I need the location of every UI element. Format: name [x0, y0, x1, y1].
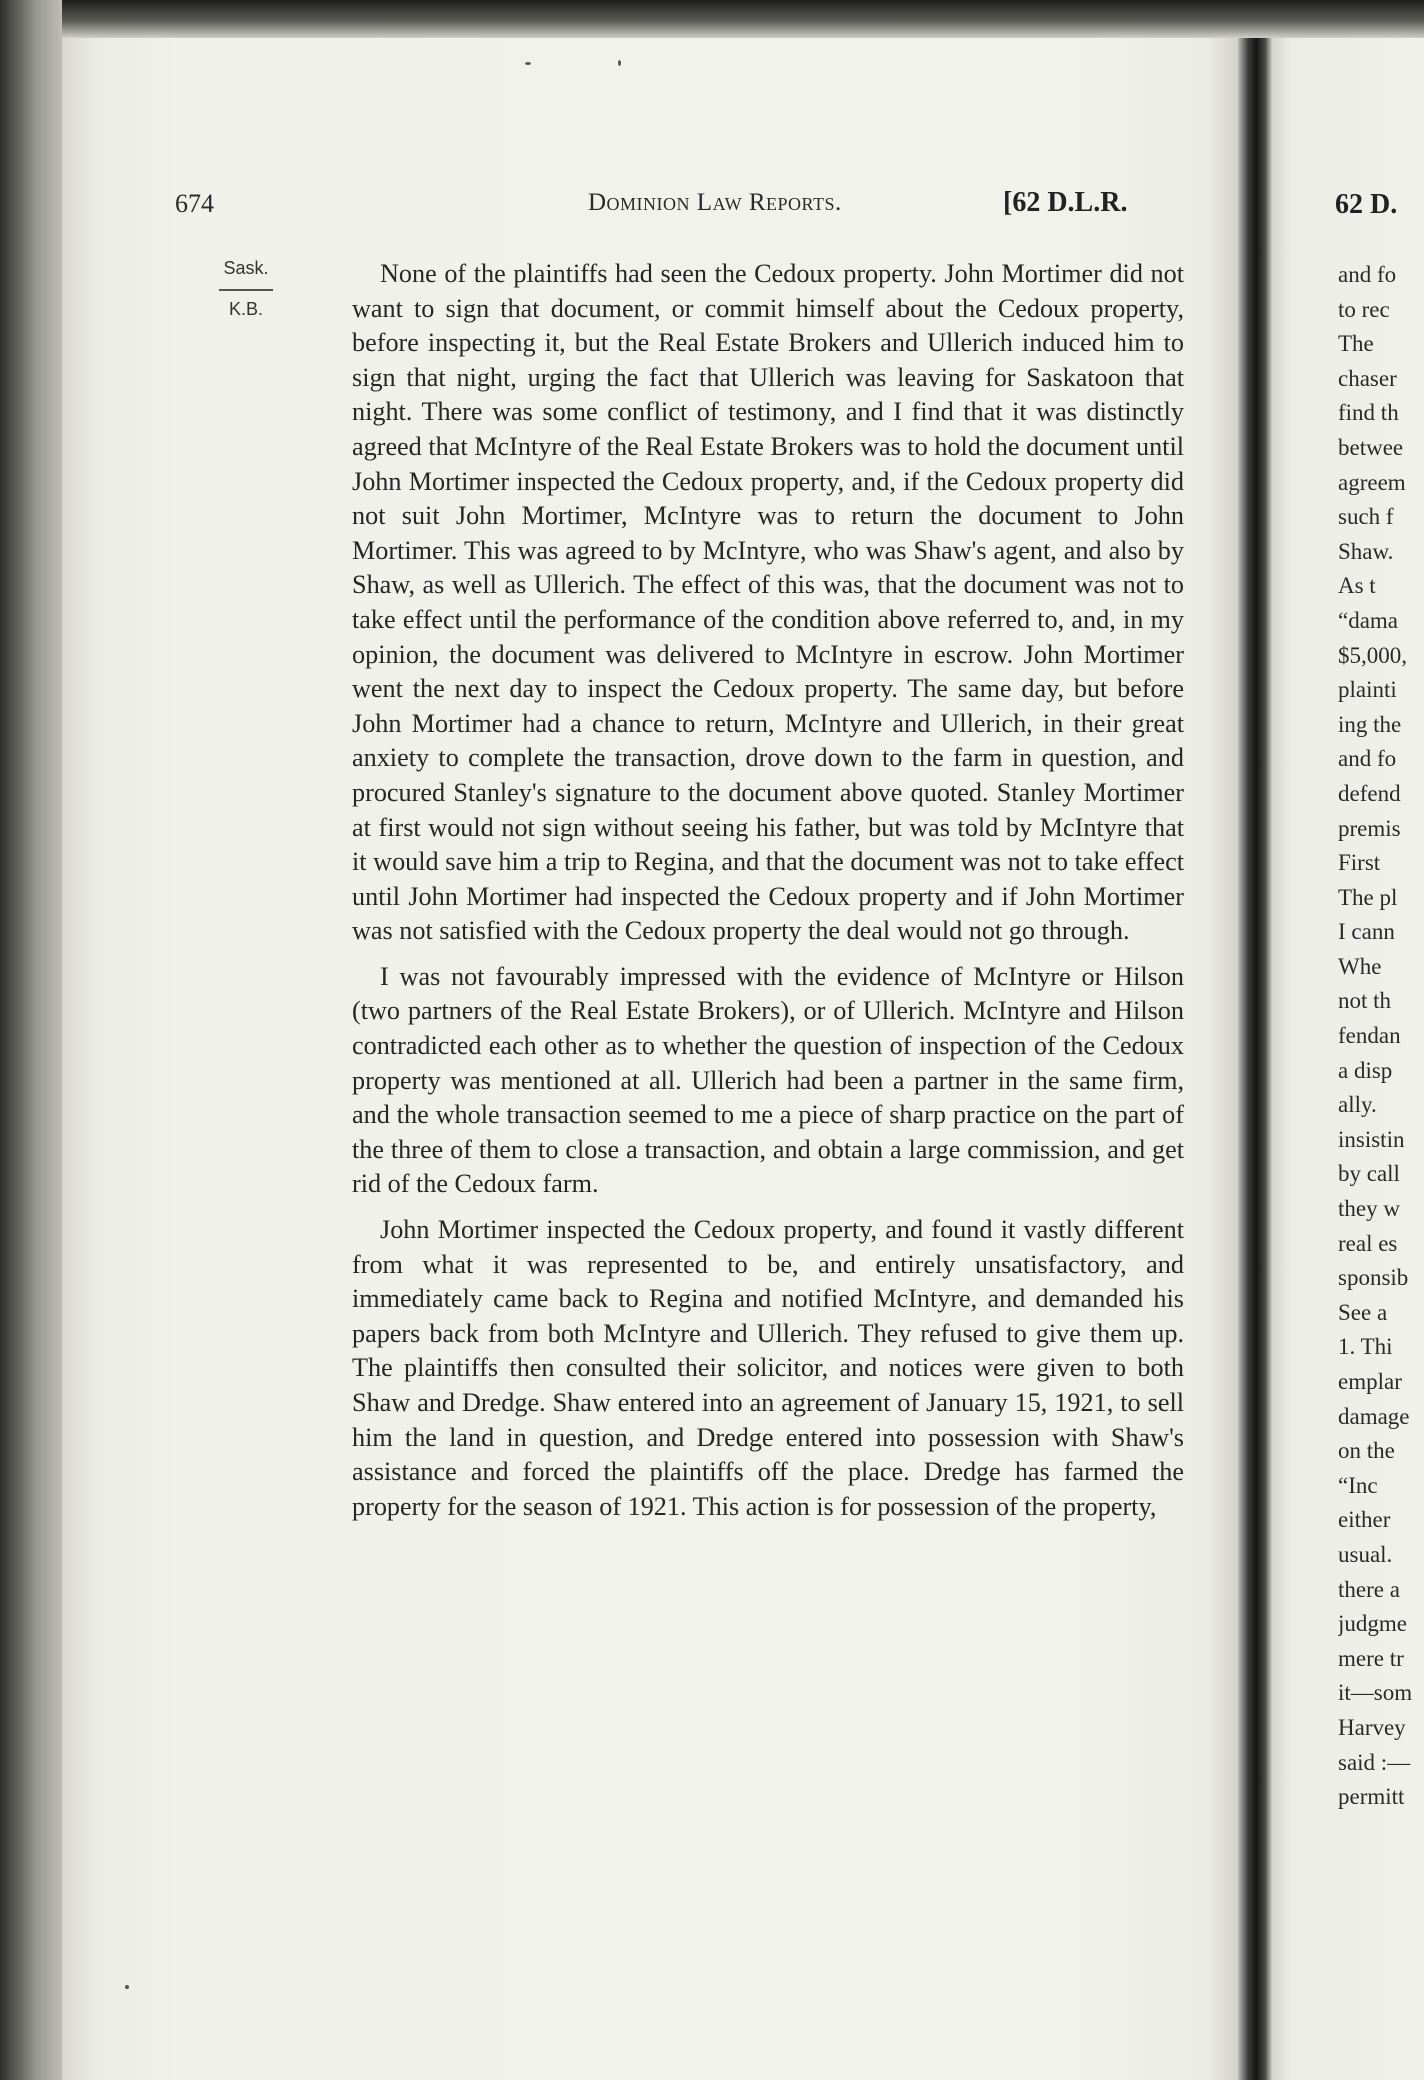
- right-page-line: agreem: [1338, 469, 1406, 495]
- right-page-text: [1338, 258, 1424, 1815]
- right-page-line: premis: [1338, 815, 1401, 841]
- right-page-line: Harvey: [1338, 1714, 1406, 1740]
- paper-speck: [618, 60, 621, 66]
- paragraph: I was not favourably impressed with the evidence of McIntyre or Hilson (two partners of the Real Estate Brokers), or of Ullerich. McIntyre and Hilson contradicted each other as to whether the question of inspection of the Cedoux property was mentioned at all. Ullerich had been a partner in the same firm, and the whole transaction seemed to me a piece of sharp practice on the part of the three of them to close a transaction, and obtain a large commission, and get rid of the Cedoux farm.: [352, 961, 1184, 1199]
- right-page-line: I cann: [1338, 919, 1395, 945]
- right-page-line: betwee: [1338, 434, 1404, 460]
- side-note: [215, 258, 277, 320]
- right-page-line: they w: [1338, 1196, 1400, 1222]
- side-note-province: Sask.: [223, 258, 269, 278]
- paper-speck: [525, 62, 531, 65]
- right-page-line: permitt: [1338, 1784, 1405, 1810]
- paragraph: None of the plaintiffs had seen the Cedoux property. John Mortimer did not want to sign that document, or commit himself about the Cedoux property, before inspecting it, but the Real Estate Brokers and Ullerich induced him to sign that night, urging the fact that Ullerich was leaving for Saskatoon that night. There was some conflict of testimony, and I find that it was distinctly agreed that McIntyre of the Real Estate Brokers was to hold the document until John Mortimer inspected the Cedoux property, and, if the Cedoux property did not suit John Mortimer, McIntyre was to return the document to John Mortimer. This was agreed to by McIntyre, who was Shaw's agent, and also by Shaw, as well as Ullerich. The effect of this was, that the document was not to take effect until the performance of the condition above referred to, and, in my opinion, the document was delivered to McIntyre in escrow. John Mortimer went the next day to inspect the Cedoux property. The same day, but before John Mortimer had a chance to return, McIntyre and Ullerich, in their great anxiety to complete the transaction, drove down to the farm in question, and procured Stanley's signature to the document above quoted. Stanley Mortimer at first would not sign without seeing his father, but was told by McIntyre that it would save him a trip to Regina, and that the document was not to take effect until John Mortimer had inspected the Cedoux property and if John Mortimer was not satisfied with the Cedoux property the deal would not go through.: [352, 259, 1184, 946]
- right-page-line: plainti: [1338, 677, 1397, 703]
- right-page-line: defend: [1338, 780, 1401, 806]
- right-page-line: not th: [1338, 988, 1392, 1014]
- running-head: Dominion Law Reports.: [588, 189, 842, 216]
- right-page-line: See a: [1338, 1299, 1388, 1325]
- side-note-court: K.B.: [228, 299, 263, 319]
- right-page-line: The pl: [1338, 884, 1398, 910]
- right-page-line: chaser: [1338, 365, 1397, 391]
- right-page-line: such f: [1338, 504, 1394, 530]
- right-page-line: $5,000,: [1338, 642, 1407, 668]
- right-page-line: Shaw.: [1338, 538, 1394, 564]
- right-page-line: on the: [1338, 1438, 1395, 1464]
- right-page-line: real es: [1338, 1230, 1398, 1256]
- right-page-line: The: [1338, 331, 1374, 357]
- right-page-line: it—som: [1338, 1680, 1413, 1706]
- right-page-line: mere tr: [1338, 1645, 1404, 1671]
- right-page-line: said :—: [1338, 1749, 1411, 1775]
- right-page-running-head: 62 D.: [1335, 189, 1398, 220]
- paragraph: John Mortimer inspected the Cedoux property, and found it vastly different from what it was represented to be, and entirely unsatisfactory, and immediately came back to Regina and notified McIntyre, and demanded his papers back from both McIntyre and Ullerich. They refused to give them up. The plaintiffs then consulted their solicitor, and notices were given to both Shaw and Dredge. Shaw entered into an agreement of January 15, 1921, to sell him the land in question, and Dredge entered into possession with Shaw's assistance and forced the plaintiffs off the place. Dredge has farmed the property for the season of 1921. This action is for possession of the property,: [352, 1215, 1184, 1521]
- right-page-line: judgme: [1338, 1611, 1407, 1637]
- right-page-line: “dama: [1338, 607, 1399, 633]
- right-page-line: fendan: [1338, 1023, 1401, 1049]
- right-page-line: “Inc: [1338, 1472, 1378, 1498]
- right-page-line: First: [1338, 850, 1381, 876]
- side-note-rule: [219, 289, 273, 291]
- right-page-line: ally.: [1338, 1092, 1377, 1118]
- right-page-line: ing the: [1338, 711, 1402, 737]
- right-page-line: by call: [1338, 1161, 1400, 1187]
- right-page-line: to rec: [1338, 296, 1390, 322]
- book-top-edge: [0, 0, 1424, 38]
- right-page-line: emplar: [1338, 1369, 1402, 1394]
- right-page-line: find th: [1338, 400, 1399, 426]
- right-page-line: 1. Thi: [1338, 1334, 1393, 1360]
- paper-speck: [125, 1985, 129, 1989]
- right-page-line: and fo: [1338, 746, 1397, 772]
- right-page-line: either: [1338, 1507, 1391, 1533]
- right-page-line: insistin: [1338, 1126, 1405, 1152]
- right-page-line: a disp: [1338, 1057, 1393, 1083]
- right-page-line: damage: [1338, 1403, 1410, 1429]
- page-number: 674: [175, 189, 214, 218]
- body-text: [352, 257, 1184, 1524]
- right-page-line: there a: [1338, 1576, 1400, 1602]
- right-page-line: usual.: [1338, 1541, 1393, 1567]
- book-gutter: [1238, 38, 1272, 2080]
- book-left-edge: [0, 0, 62, 2080]
- right-page-line: Whe: [1338, 953, 1382, 979]
- right-page-line: As t: [1338, 573, 1376, 599]
- right-page-line: and fo: [1338, 262, 1397, 287]
- volume-reference: [62 D.L.R.: [1003, 187, 1128, 218]
- right-page-line: sponsib: [1338, 1265, 1409, 1291]
